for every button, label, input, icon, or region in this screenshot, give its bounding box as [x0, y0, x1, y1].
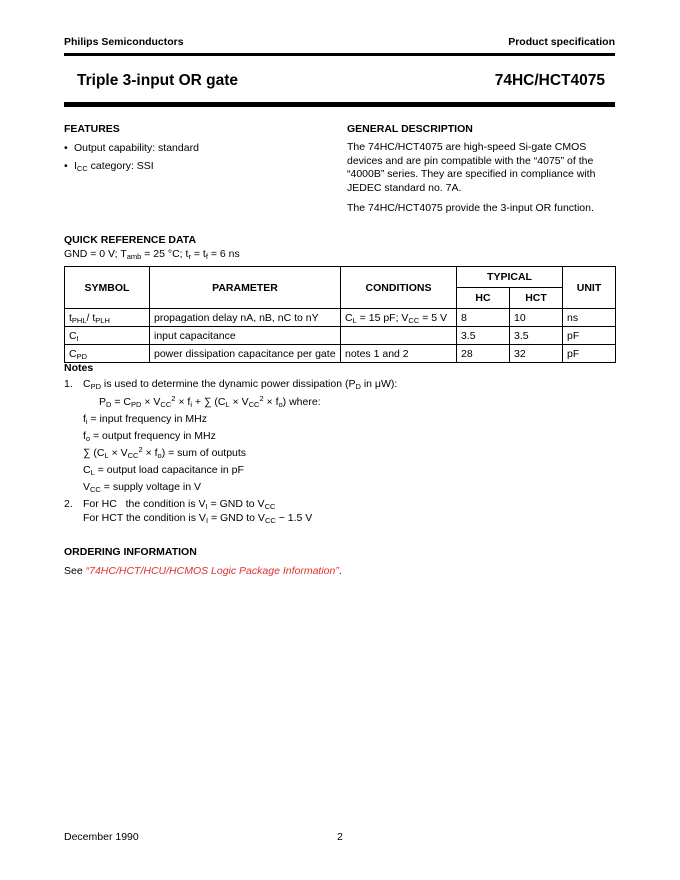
- cell-parameter: power dissipation capacitance per gate: [150, 345, 341, 363]
- title-rule: [64, 102, 615, 107]
- note-1-formula: $P_D = C_{PD} \times V_{CC}^2 \times f_i$ + ∑ $(C_L \times V_{CC}^2 \times f_o)$ where:: [99, 394, 321, 409]
- note-2-number: 2.: [64, 498, 73, 510]
- cell-parameter: propagation delay nA, nB, nC to nY: [150, 309, 341, 327]
- ordering-heading: ORDERING INFORMATION: [64, 546, 197, 558]
- cell-conditions: [341, 327, 457, 345]
- col-hct: HCT: [510, 288, 563, 309]
- col-unit: UNIT: [563, 267, 616, 309]
- cell-hct: 32: [510, 345, 563, 363]
- feature-item: • $I_{CC}$ category: SSI: [64, 160, 324, 174]
- general-description-p1: The 74HC/HCT4075 are high-speed Si-gate CMOS devices and are pin compatible with the “4075” of the “4000B” series. They are specified in compliance with JEDEC standard no. 7A.: [347, 141, 596, 194]
- col-typical: TYPICAL: [457, 267, 563, 288]
- features-list: [64, 142, 324, 177]
- col-conditions: CONDITIONS: [341, 267, 457, 309]
- general-description-heading: GENERAL DESCRIPTION: [347, 123, 473, 135]
- page-number: 2: [337, 831, 343, 843]
- notes-heading: Notes: [64, 362, 94, 374]
- cell-hc: 8: [457, 309, 510, 327]
- cell-conditions: $C_L = 15$ pF; $V_{CC} = 5$ V: [341, 309, 457, 327]
- note-2-line-1: For HC the condition is $V_I$ = GND to $V_{CC}$: [83, 498, 276, 511]
- cell-conditions: notes 1 and 2: [341, 345, 457, 363]
- general-description-p2: The 74HC/HCT4075 provide the 3-input OR function.: [347, 202, 594, 214]
- quick-reference-heading: QUICK REFERENCE DATA: [64, 234, 197, 246]
- cell-unit: pF: [563, 327, 616, 345]
- part-number: 74HC/HCT4075: [494, 72, 605, 89]
- note-1-number: 1.: [64, 378, 73, 390]
- cell-parameter: input capacitance: [150, 327, 341, 345]
- table-row: [65, 309, 616, 327]
- table-header-row: [65, 267, 616, 288]
- table-row: [65, 327, 616, 345]
- page-title: Triple 3-input OR gate: [77, 72, 239, 89]
- note-1-def-sum: ∑ $(C_L \times V_{CC}^2 \times f_o)$ = sum of outputs: [83, 445, 247, 460]
- cell-symbol: $C_{PD}$: [65, 345, 150, 363]
- note-1-def-vcc: $V_{CC}$ = supply voltage in V: [83, 481, 201, 494]
- quick-reference-table: [64, 266, 616, 363]
- package-info-link[interactable]: “74HC/HCT/HCU/HCMOS Logic Package Information”: [85, 565, 339, 577]
- note-2-line-2: For HCT the condition is $V_I$ = GND to $V_{CC} - 1.5$ V: [83, 512, 313, 525]
- note-1-text: $C_{PD}$ is used to determine the dynamic power dissipation ($P_D$ in μW):: [83, 378, 398, 391]
- footer-date: December 1990: [64, 831, 139, 843]
- header-rule: [64, 53, 615, 56]
- document-type: Product specification: [508, 36, 615, 48]
- note-1-def-cl: $C_L$ = output load capacitance in pF: [83, 464, 244, 477]
- cell-unit: pF: [563, 345, 616, 363]
- note-1-def-fi: $f_i$ = input frequency in MHz: [83, 413, 207, 426]
- cell-unit: ns: [563, 309, 616, 327]
- note-1-def-fo: $f_o$ = output frequency in MHz: [83, 430, 216, 443]
- table-row: [65, 345, 616, 363]
- feature-item: • Output capability: standard: [64, 142, 324, 156]
- cell-symbol: $t_{PHL}/$ $t_{PLH}$: [65, 309, 150, 327]
- cell-hc: 28: [457, 345, 510, 363]
- col-hc: HC: [457, 288, 510, 309]
- quick-reference-conditions: GND = 0 V; $T_{amb} = 25$ °C; $t_r = t_f = 6$ ns: [64, 248, 240, 261]
- col-symbol: SYMBOL: [65, 267, 150, 309]
- ordering-text: See “74HC/HCT/HCU/HCMOS Logic Package Information”.: [64, 565, 342, 577]
- company-name: Philips Semiconductors: [64, 36, 184, 48]
- col-parameter: PARAMETER: [150, 267, 341, 309]
- cell-symbol: $C_I$: [65, 327, 150, 345]
- cell-hct: 10: [510, 309, 563, 327]
- features-heading: FEATURES: [64, 123, 120, 135]
- cell-hct: 3.5: [510, 327, 563, 345]
- cell-hc: 3.5: [457, 327, 510, 345]
